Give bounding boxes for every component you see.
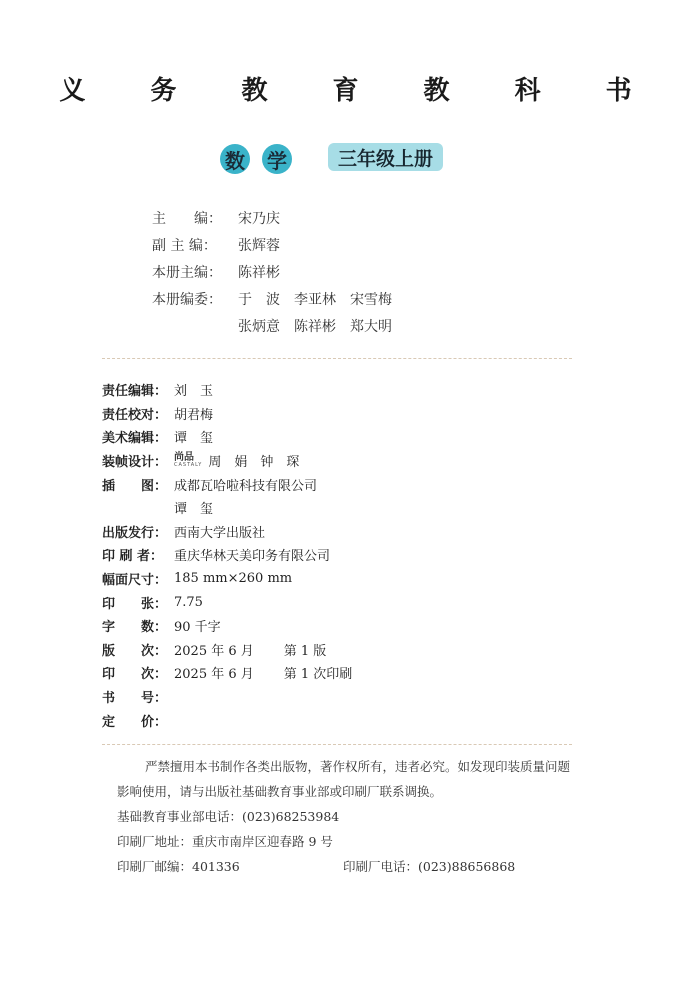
editor-name: 陈祥彬 (238, 264, 280, 281)
credit-label: 装帧设计： (102, 455, 168, 471)
editor-name: 郑大明 (350, 318, 392, 335)
credit-label: 版 次： (102, 643, 168, 659)
grade-label: 三年级上册 (328, 143, 443, 171)
editor-name: 李亚林 (294, 291, 336, 308)
credit-row (102, 638, 352, 662)
editor-row-deputy (152, 231, 406, 258)
credit-row (102, 614, 352, 638)
subject-char-1: 数 (220, 144, 250, 174)
credit-row (102, 496, 352, 520)
credit-label: 出版发行： (102, 525, 168, 541)
subject-badge (220, 143, 304, 175)
credit-row (102, 402, 352, 426)
credit-row (102, 378, 352, 402)
divider-bottom (102, 744, 572, 745)
impression-date: 2025 年 6 月 (174, 667, 254, 683)
credit-row (102, 520, 352, 544)
editor-label: 本册编委： (152, 291, 222, 308)
editor-name: 宋雪梅 (350, 291, 392, 308)
notice-paragraph: 严禁擅用本书制作各类出版物，著作权所有，违者必究。如发现印装质量问题影响使用，请与出版社基础教育事业部或印刷厂联系调换。 (117, 759, 571, 799)
subject-char-2: 学 (262, 144, 292, 174)
credit-label: 字 数： (102, 620, 168, 636)
editor-row-committee (152, 285, 406, 312)
factory-contact-row (117, 854, 577, 879)
credit-value: 西南大学出版社 (174, 525, 266, 541)
edition-date: 2025 年 6 月 (174, 643, 254, 659)
credit-row (102, 543, 352, 567)
credit-label: 定 价： (102, 714, 168, 730)
factory-address: 印刷厂地址：重庆市南岸区迎春路 9 号 (117, 834, 333, 849)
logo-text: 尚品 (174, 452, 194, 464)
copyright-notice (117, 754, 577, 879)
credit-value: 7.75 (174, 594, 203, 610)
credit-label: 幅面尺寸： (102, 573, 168, 589)
editor-name: 陈祥彬 (294, 318, 336, 335)
book-series-title: 义 务 教 育 教 科 书 (59, 76, 660, 106)
credit-row (102, 661, 352, 685)
dept-phone: 基础教育事业部电话：(023)68253984 (117, 809, 340, 824)
credit-value: 重庆华林天美印务有限公司 (174, 549, 331, 565)
editor-name: 于 波 (238, 291, 280, 308)
credit-label: 印 刷 者： (102, 549, 164, 565)
designer-names: 周 娟 钟 琛 (208, 455, 300, 471)
editor-label: 本册主编： (152, 264, 222, 281)
credit-row (102, 425, 352, 449)
credit-value: 胡君梅 (174, 407, 214, 423)
editor-row-volume-chief (152, 258, 406, 285)
credit-label: 书 号： (102, 691, 168, 707)
credit-value (174, 663, 352, 682)
editor-label: 副 主 编： (152, 237, 217, 254)
credit-row (102, 449, 352, 473)
credit-row (102, 590, 352, 614)
impression-number: 第 1 次印刷 (283, 667, 353, 683)
credit-label: 责任校对： (102, 407, 168, 423)
credit-value: 90 千字 (174, 620, 221, 636)
edition-number: 第 1 版 (283, 643, 327, 659)
credit-value: 刘 玉 (174, 384, 214, 400)
credits-list (102, 378, 352, 732)
credit-row (102, 685, 352, 709)
credit-label: 责任编辑： (102, 384, 168, 400)
factory-postcode: 印刷厂邮编：401336 (117, 859, 240, 874)
credit-label: 插 图： (102, 478, 168, 494)
credit-row (102, 708, 352, 732)
editor-name: 张辉蓉 (238, 237, 280, 254)
editor-label: 主 编： (152, 210, 222, 227)
credit-row (102, 567, 352, 591)
editor-list (152, 204, 406, 339)
logo-subtext: CASTALY (174, 462, 203, 469)
divider-top (102, 358, 572, 359)
credit-label: 印 张： (102, 596, 168, 612)
credit-value: 谭 玺 (174, 431, 214, 447)
credit-label: 印 次： (102, 667, 168, 683)
credit-value (174, 640, 326, 659)
editor-row-committee-cont (152, 312, 406, 339)
credit-value (174, 451, 299, 470)
design-studio-logo (174, 453, 202, 468)
credit-row (102, 472, 352, 496)
credit-value: 成都瓦哈啦科技有限公司 (174, 478, 318, 494)
editor-name: 张炳意 (238, 318, 280, 335)
editor-name: 宋乃庆 (238, 210, 280, 227)
editor-row-chief (152, 204, 406, 231)
factory-phone: 印刷厂电话：(023)88656868 (343, 859, 516, 874)
credit-value: 185 mm×260 mm (174, 571, 293, 587)
credit-value: 谭 玺 (174, 502, 214, 518)
credit-label: 美术编辑： (102, 431, 168, 447)
